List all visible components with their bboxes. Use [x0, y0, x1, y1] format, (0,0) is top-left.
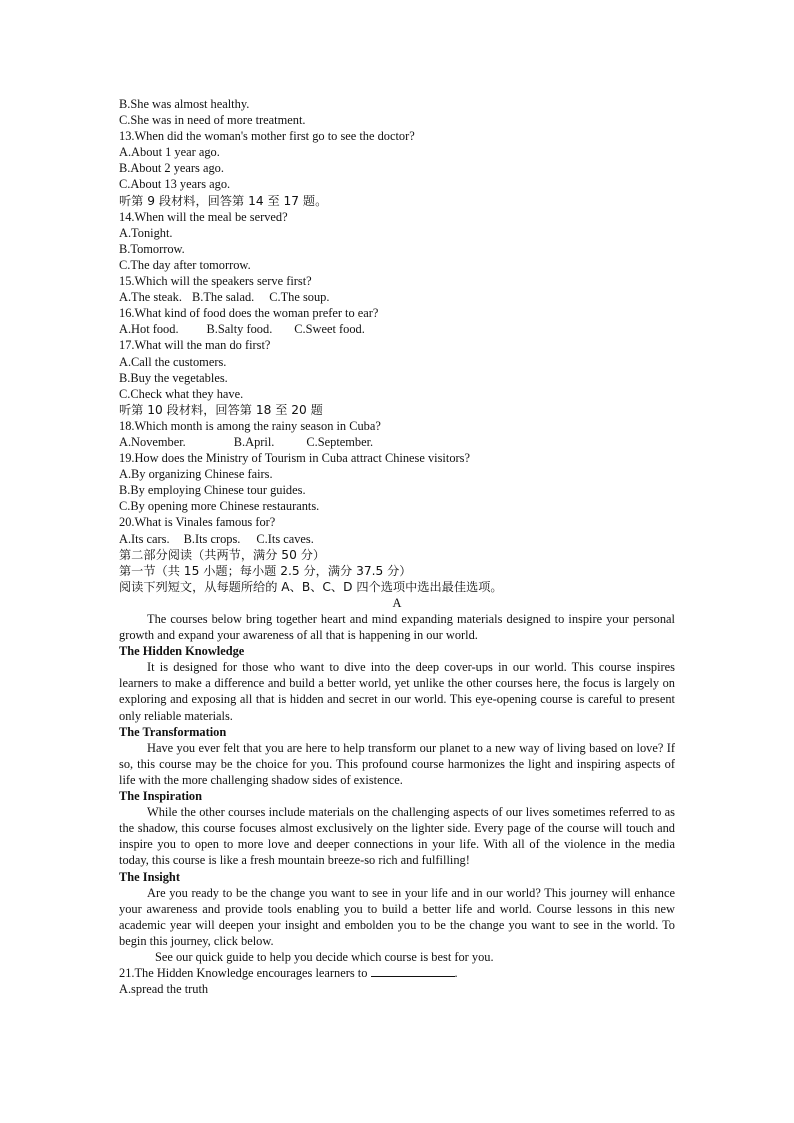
q13-option-c: C.About 13 years ago. — [119, 177, 231, 192]
q19-option-c: C.By opening more Chinese restaurants. — [119, 499, 320, 514]
exam-page — [119, 96, 675, 997]
option-b: B.She was almost healthy. — [119, 97, 250, 111]
part-2-title: 第二部分阅读（共两节，满分 50 分） — [119, 547, 326, 562]
course-title-hidden-knowledge: The Hidden Knowledge — [119, 644, 245, 659]
question-21 — [119, 965, 675, 981]
q20-option-a: A.Its cars. — [119, 531, 170, 546]
question-15: 15.Which will the speakers serve first? — [119, 274, 312, 289]
q13-option-b: B.About 2 years ago. — [119, 161, 224, 176]
section-10-header: 听第 10 段材料，回答第 18 至 20 题 — [119, 402, 323, 417]
q15-options — [119, 289, 675, 305]
q16-option-c: C.Sweet food. — [294, 322, 365, 337]
question-18: 18.Which month is among the rainy season in Cuba? — [119, 418, 381, 433]
q13-option-a: A.About 1 year ago. — [119, 145, 220, 160]
course-text-hidden-knowledge: It is designed for those who want to dive into the deep cover-ups in our world. This course inspires learners to make a difference and build a better world, yet unlike the other courses here, the focus is largely on exploring and exposing all that is hidden and secret in our world. This eye-opening course is careful to present only reliable materials. — [119, 660, 675, 723]
course-text-transformation: Have you ever felt that you are here to help transform our planet to a new way of living based on love? If so, this course may be the choice for you. This profound course harmonizes the light and inspiring aspects of life with the more challenging shadow sides of existence. — [119, 740, 675, 787]
question-14: 14.When will the meal be served? — [119, 209, 288, 224]
part-2-instructions: 阅读下列短文，从每题所给的 A、B、C、D 四个选项中选出最佳选项。 — [119, 579, 503, 594]
q17-option-c: C.Check what they have. — [119, 386, 244, 401]
q15-option-c: C.The soup. — [269, 290, 330, 305]
q19-option-a: A.By organizing Chinese fairs. — [119, 467, 273, 482]
q21-period: . — [454, 966, 458, 981]
question-16: 16.What kind of food does the woman prefer to ear? — [119, 306, 379, 321]
q14-option-c: C.The day after tomorrow. — [119, 257, 251, 272]
q17-option-b: B.Buy the vegetables. — [119, 370, 228, 385]
part-2-section-1: 第一节（共 15 小题；每小题 2.5 分，满分 37.5 分） — [119, 563, 412, 578]
q20-options — [119, 531, 675, 547]
option-c: C.She was in need of more treatment. — [119, 113, 306, 128]
q16-option-b: B.Salty food. — [206, 322, 273, 337]
q16-options — [119, 321, 675, 337]
q15-option-a: A.The steak. — [119, 290, 182, 305]
passage-intro: The courses below bring together heart and mind expanding materials designed to inspire your personal growth and expand your awareness of all that is happening in our world. — [119, 612, 675, 643]
course-text-inspiration: While the other courses include materials on the challenging aspects of our lives sometimes referred to as the shadow, this course focuses almost exclusively on the lighter side. Every page of the course will touch and inspire you to open to more love and deeper connections in your life. With all of the violence in the media today, this course is like a fresh mountain breeze-so rich and fulfilling! — [119, 805, 675, 868]
course-title-transformation: The Transformation — [119, 724, 227, 739]
q20-option-c: C.Its caves. — [256, 531, 314, 546]
course-text-insight: Are you ready to be the change you want to see in your life and in our world? This journey will enhance your awareness and provide tools enabling you to build a better life and world. Course lessons in this new academic year will deepen your insight and embolden you to be the change you want to see in the world. To begin this journey, click below. — [119, 885, 675, 948]
q19-option-b: B.By employing Chinese tour guides. — [119, 483, 306, 498]
q18-option-a: A.November. — [119, 434, 186, 449]
q20-option-b: B.Its crops. — [183, 531, 241, 546]
q18-option-c: C.September. — [306, 434, 374, 449]
closing-line: See our quick guide to help you decide which course is best for you. — [155, 949, 494, 964]
q16-option-a: A.Hot food. — [119, 322, 179, 337]
q21-option-a: A.spread the truth — [119, 982, 209, 997]
question-13: 13.When did the woman's mother first go to see the doctor? — [119, 129, 415, 144]
q14-option-a: A.Tonight. — [119, 225, 173, 240]
q18-option-b: B.April. — [233, 434, 275, 449]
q14-option-b: B.Tomorrow. — [119, 241, 185, 256]
answer-blank — [371, 965, 455, 977]
course-title-inspiration: The Inspiration — [119, 789, 202, 804]
question-17: 17.What will the man do first? — [119, 338, 271, 353]
q15-option-b: B.The salad. — [191, 290, 255, 305]
q17-option-a: A.Call the customers. — [119, 354, 227, 369]
question-20: 20.What is Vinales famous for? — [119, 515, 276, 530]
passage-letter: A — [392, 595, 402, 610]
section-9-header: 听第 9 段材料，回答第 14 至 17 题。 — [119, 193, 328, 208]
question-19: 19.How does the Ministry of Tourism in Cuba attract Chinese visitors? — [119, 451, 470, 466]
course-title-insight: The Insight — [119, 869, 180, 884]
q21-stem: 21.The Hidden Knowledge encourages learners to — [119, 966, 368, 981]
q18-options — [119, 434, 675, 450]
